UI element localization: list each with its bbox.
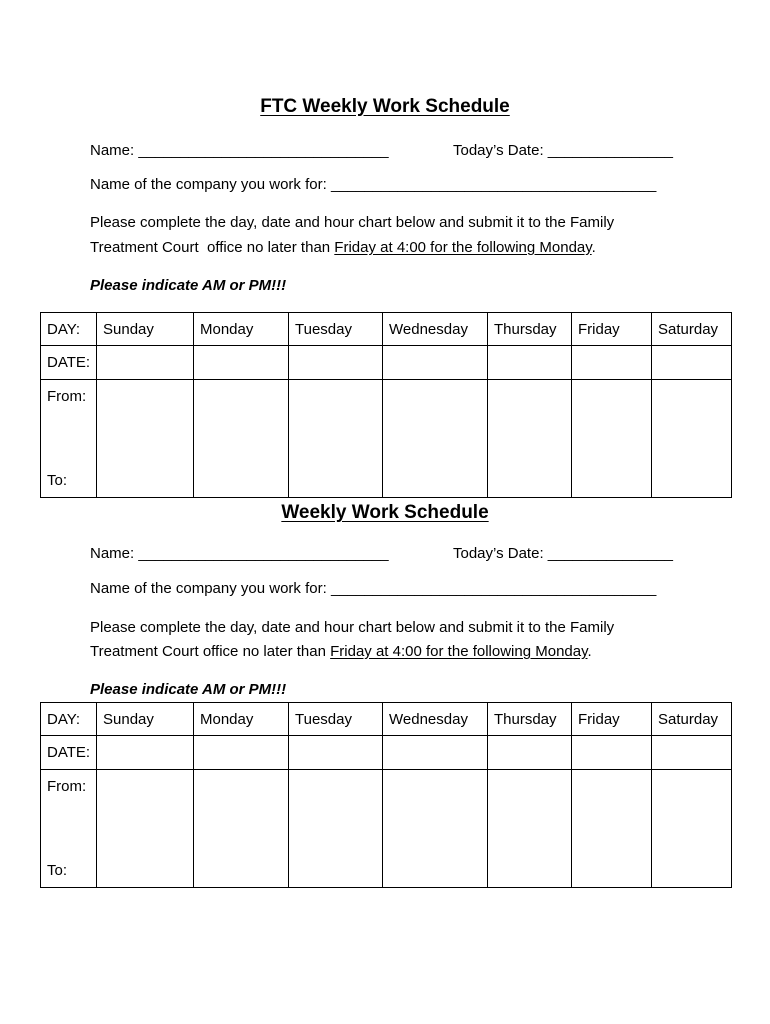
form-2-am-pm-note: Please indicate AM or PM!!!	[90, 681, 287, 698]
form-1-schedule-table	[40, 312, 732, 498]
date-cell-tuesday[interactable]	[289, 346, 383, 380]
date-cell-tuesday[interactable]	[289, 736, 383, 770]
todays-date-blank[interactable]: _______________	[547, 142, 673, 159]
hours-cell-thursday[interactable]	[488, 770, 572, 888]
date-cell-thursday[interactable]	[488, 736, 572, 770]
todays-date-label: Today’s Date:	[453, 142, 548, 159]
form-1-name-line	[90, 142, 389, 159]
hours-cell-tuesday[interactable]	[289, 380, 383, 498]
deadline-text: Friday at 4:00 for the following Monday	[330, 643, 588, 660]
date-cell-friday[interactable]	[572, 736, 652, 770]
day-saturday: Saturday	[652, 313, 732, 346]
from-label: From:	[47, 388, 87, 405]
form-2-schedule-table	[40, 702, 732, 888]
company-blank[interactable]: _______________________________________	[330, 176, 657, 193]
instruction-text: Treatment Court office no later than	[90, 239, 335, 256]
instruction-period: .	[587, 643, 592, 660]
form-1-instruction-line-1: Please complete the day, date and hour chart below and submit it to the Family	[90, 214, 615, 231]
day-wednesday: Wednesday	[383, 313, 488, 346]
day-sunday: Sunday	[97, 313, 194, 346]
hours-cell-tuesday[interactable]	[289, 770, 383, 888]
day-monday: Monday	[194, 313, 289, 346]
day-friday: Friday	[572, 703, 652, 736]
name-label: Name:	[90, 545, 139, 562]
date-row	[41, 346, 732, 380]
day-row	[41, 313, 732, 346]
form-2-title: Weekly Work Schedule	[281, 502, 489, 523]
hours-cell-thursday[interactable]	[488, 380, 572, 498]
hours-cell-monday[interactable]	[194, 380, 289, 498]
day-sunday: Sunday	[97, 703, 194, 736]
date-row	[41, 736, 732, 770]
day-monday: Monday	[194, 703, 289, 736]
date-label: DATE:	[41, 346, 97, 380]
day-label: DAY:	[41, 703, 97, 736]
hours-cell-friday[interactable]	[572, 380, 652, 498]
form-1-company-line	[90, 176, 656, 193]
day-row	[41, 703, 732, 736]
date-cell-wednesday[interactable]	[383, 346, 488, 380]
hours-cell-wednesday[interactable]	[383, 770, 488, 888]
form-1-date-line	[453, 142, 673, 159]
day-thursday: Thursday	[488, 313, 572, 346]
date-cell-wednesday[interactable]	[383, 736, 488, 770]
day-friday: Friday	[572, 313, 652, 346]
day-saturday: Saturday	[652, 703, 732, 736]
from-to-label-cell	[41, 380, 97, 498]
form-2-instruction-line-2	[90, 643, 592, 660]
to-label: To:	[47, 862, 68, 879]
form-1-instruction-line-2	[90, 239, 596, 256]
name-label: Name:	[90, 142, 139, 159]
form-2-company-line	[90, 580, 656, 597]
hours-row	[41, 380, 732, 498]
company-label: Name of the company you work for:	[90, 176, 331, 193]
form-1-am-pm-note: Please indicate AM or PM!!!	[90, 277, 287, 294]
date-cell-friday[interactable]	[572, 346, 652, 380]
instruction-text: Treatment Court office no later than	[90, 643, 331, 660]
company-blank[interactable]: _______________________________________	[330, 580, 657, 597]
date-cell-monday[interactable]	[194, 346, 289, 380]
name-blank[interactable]: ______________________________	[138, 142, 389, 159]
hours-cell-saturday[interactable]	[652, 380, 732, 498]
hours-cell-sunday[interactable]	[97, 380, 194, 498]
hours-row	[41, 770, 732, 888]
todays-date-blank[interactable]: _______________	[547, 545, 673, 562]
hours-cell-friday[interactable]	[572, 770, 652, 888]
name-blank[interactable]: ______________________________	[138, 545, 389, 562]
hours-cell-saturday[interactable]	[652, 770, 732, 888]
company-label: Name of the company you work for:	[90, 580, 331, 597]
date-label: DATE:	[41, 736, 97, 770]
todays-date-label: Today’s Date:	[453, 545, 548, 562]
deadline-text: Friday at 4:00 for the following Monday	[334, 239, 592, 256]
hours-cell-monday[interactable]	[194, 770, 289, 888]
date-cell-sunday[interactable]	[97, 346, 194, 380]
date-cell-thursday[interactable]	[488, 346, 572, 380]
form-2-date-line	[453, 545, 673, 562]
date-cell-monday[interactable]	[194, 736, 289, 770]
from-to-label-cell	[41, 770, 97, 888]
to-label: To:	[47, 472, 68, 489]
date-cell-saturday[interactable]	[652, 346, 732, 380]
instruction-period: .	[591, 239, 596, 256]
day-thursday: Thursday	[488, 703, 572, 736]
hours-cell-wednesday[interactable]	[383, 380, 488, 498]
hours-cell-sunday[interactable]	[97, 770, 194, 888]
day-wednesday: Wednesday	[383, 703, 488, 736]
date-cell-saturday[interactable]	[652, 736, 732, 770]
day-label: DAY:	[41, 313, 97, 346]
form-2-name-line	[90, 545, 389, 562]
form-1-title: FTC Weekly Work Schedule	[260, 96, 510, 117]
day-tuesday: Tuesday	[289, 313, 383, 346]
day-tuesday: Tuesday	[289, 703, 383, 736]
from-label: From:	[47, 778, 87, 795]
date-cell-sunday[interactable]	[97, 736, 194, 770]
form-2-instruction-line-1: Please complete the day, date and hour chart below and submit it to the Family	[90, 619, 615, 636]
